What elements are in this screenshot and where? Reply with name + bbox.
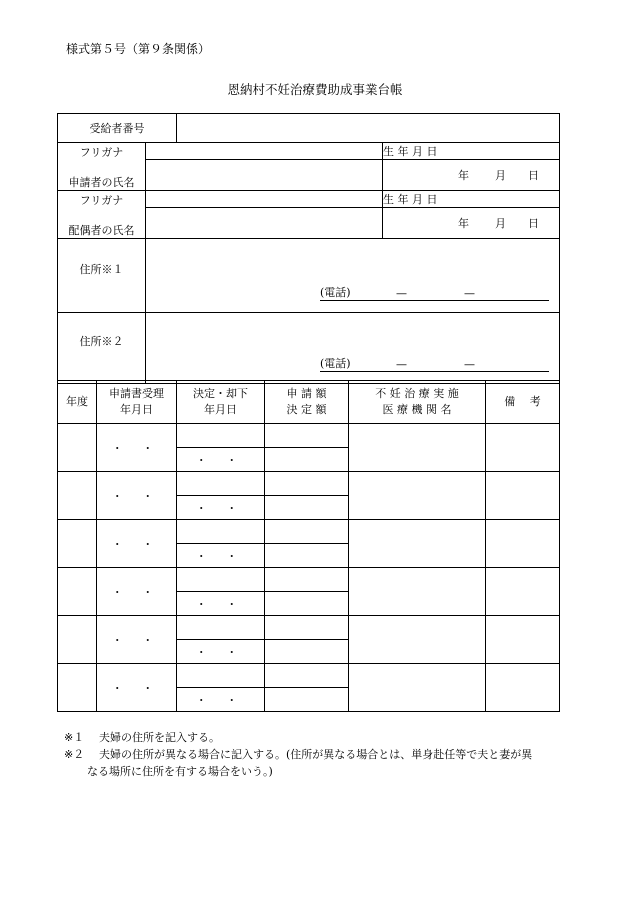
record-decided-amount-field[interactable] <box>265 448 349 472</box>
col-amount <box>265 381 349 424</box>
spouse-name-label: 配偶者の氏名 <box>68 223 135 237</box>
record-year-field[interactable] <box>58 424 97 472</box>
address1-label: 住所※１ <box>58 239 146 313</box>
phone-label: (電話) <box>320 357 351 370</box>
record-applied-amount-field[interactable] <box>265 616 349 640</box>
record-remarks-field[interactable] <box>486 520 560 568</box>
applicant-spouse-table <box>57 142 560 384</box>
phone-dash: — <box>396 287 407 300</box>
col-receipt-line1: 申請書受理 <box>109 387 164 400</box>
record-receipt-date-field[interactable]: ・ ・ <box>97 568 177 616</box>
applicant-name-field[interactable] <box>146 160 383 191</box>
record-row <box>58 472 560 496</box>
record-year-field[interactable] <box>58 616 97 664</box>
record-receipt-date-field[interactable]: ・ ・ <box>97 472 177 520</box>
col-amount-line1: 申 請 額 <box>286 387 327 400</box>
col-decision-line2: 年月日 <box>204 403 237 416</box>
spouse-birthdate-field[interactable] <box>383 208 560 239</box>
applicant-furigana-field[interactable] <box>146 143 383 160</box>
recipient-number-label: 受給者番号 <box>58 114 177 143</box>
col-clinic <box>349 381 486 424</box>
record-clinic-field[interactable] <box>349 616 486 664</box>
record-decided-amount-field[interactable] <box>265 592 349 616</box>
record-receipt-date-field[interactable]: ・ ・ <box>97 616 177 664</box>
col-amount-line2: 決 定 額 <box>286 403 327 416</box>
col-remarks: 備 考 <box>486 381 560 424</box>
record-remarks-field[interactable] <box>486 568 560 616</box>
recipient-number-field[interactable] <box>177 114 560 143</box>
records-table <box>57 380 560 712</box>
address1-field[interactable] <box>146 239 560 313</box>
record-year-field[interactable] <box>58 520 97 568</box>
day-label: 日 <box>528 169 539 182</box>
note-text: 夫婦の住所を記入する。 <box>99 731 220 744</box>
address2-phone-line <box>320 357 549 372</box>
note-mark: ※２ <box>64 748 85 761</box>
notes <box>64 729 564 780</box>
record-decision-blank[interactable] <box>177 472 265 496</box>
applicant-label-cell <box>58 143 146 191</box>
record-decision-blank[interactable] <box>177 520 265 544</box>
phone-dash: — <box>464 358 475 371</box>
record-decision-blank[interactable] <box>177 664 265 688</box>
spouse-furigana-label: フリガナ <box>79 193 124 207</box>
record-decision-blank[interactable] <box>177 568 265 592</box>
address2-label: 住所※２ <box>58 313 146 384</box>
col-clinic-line2: 医 療 機 関 名 <box>382 403 452 416</box>
note-1 <box>64 729 564 746</box>
document-title: 恩納村不妊治療費助成事業台帳 <box>227 82 403 97</box>
record-remarks-field[interactable] <box>486 424 560 472</box>
record-decision-date-field[interactable]: ・ ・ <box>177 448 265 472</box>
applicant-furigana-label: フリガナ <box>79 145 124 159</box>
applicant-birthdate-field[interactable] <box>383 160 560 191</box>
day-label: 日 <box>528 217 539 230</box>
record-decision-blank[interactable] <box>177 424 265 448</box>
record-decided-amount-field[interactable] <box>265 496 349 520</box>
phone-dash: — <box>464 287 475 300</box>
col-year: 年度 <box>58 381 97 424</box>
record-receipt-date-field[interactable]: ・ ・ <box>97 664 177 712</box>
col-receipt-date <box>97 381 177 424</box>
col-decision-date <box>177 381 265 424</box>
record-decision-date-field[interactable]: ・ ・ <box>177 640 265 664</box>
ledger-table <box>57 113 560 143</box>
record-receipt-date-field[interactable]: ・ ・ <box>97 424 177 472</box>
record-remarks-field[interactable] <box>486 472 560 520</box>
record-decision-date-field[interactable]: ・ ・ <box>177 496 265 520</box>
applicant-name-label: 申請者の氏名 <box>68 175 135 189</box>
record-applied-amount-field[interactable] <box>265 520 349 544</box>
record-row <box>58 520 560 544</box>
note-2-continuation: なる場所に住所を有する場合をいう。) <box>87 765 273 778</box>
phone-label: (電話) <box>320 286 351 299</box>
form-number: 様式第５号（第９条関係） <box>66 42 211 56</box>
record-clinic-field[interactable] <box>349 472 486 520</box>
record-remarks-field[interactable] <box>486 664 560 712</box>
month-label: 月 <box>495 217 506 230</box>
record-row <box>58 616 560 640</box>
note-text: 夫婦の住所が異なる場合に記入する。(住所が異なる場合とは、単身赴任等で夫と妻が異 <box>99 748 533 761</box>
record-row <box>58 568 560 592</box>
record-row <box>58 664 560 688</box>
note-2 <box>64 746 564 763</box>
record-decided-amount-field[interactable] <box>265 544 349 568</box>
record-year-field[interactable] <box>58 472 97 520</box>
record-decision-date-field[interactable]: ・ ・ <box>177 544 265 568</box>
note-mark: ※１ <box>64 731 85 744</box>
record-clinic-field[interactable] <box>349 424 486 472</box>
col-receipt-line2: 年月日 <box>120 403 153 416</box>
record-receipt-date-field[interactable]: ・ ・ <box>97 520 177 568</box>
spouse-label-cell <box>58 191 146 239</box>
applicant-birthdate-header: 生 年 月 日 <box>383 143 560 160</box>
spouse-furigana-field[interactable] <box>146 191 383 208</box>
record-applied-amount-field[interactable] <box>265 472 349 496</box>
col-clinic-line1: 不 妊 治 療 実 施 <box>375 387 459 400</box>
record-decision-date-field[interactable]: ・ ・ <box>177 592 265 616</box>
month-label: 月 <box>495 169 506 182</box>
record-applied-amount-field[interactable] <box>265 664 349 688</box>
spouse-birthdate-header: 生 年 月 日 <box>383 191 560 208</box>
record-remarks-field[interactable] <box>486 616 560 664</box>
address2-field[interactable] <box>146 313 560 384</box>
record-decision-date-field[interactable]: ・ ・ <box>177 688 265 712</box>
record-row <box>58 424 560 448</box>
phone-dash: — <box>396 358 407 371</box>
record-applied-amount-field[interactable] <box>265 424 349 448</box>
spouse-name-field[interactable] <box>146 208 383 239</box>
record-year-field[interactable] <box>58 568 97 616</box>
year-label: 年 <box>458 217 469 230</box>
record-clinic-field[interactable] <box>349 664 486 712</box>
record-clinic-field[interactable] <box>349 520 486 568</box>
record-decided-amount-field[interactable] <box>265 640 349 664</box>
year-label: 年 <box>458 169 469 182</box>
record-decision-blank[interactable] <box>177 616 265 640</box>
record-year-field[interactable] <box>58 664 97 712</box>
col-decision-line1: 決定・却下 <box>193 387 248 400</box>
record-decided-amount-field[interactable] <box>265 688 349 712</box>
record-applied-amount-field[interactable] <box>265 568 349 592</box>
address1-phone-line <box>320 286 549 301</box>
record-clinic-field[interactable] <box>349 568 486 616</box>
